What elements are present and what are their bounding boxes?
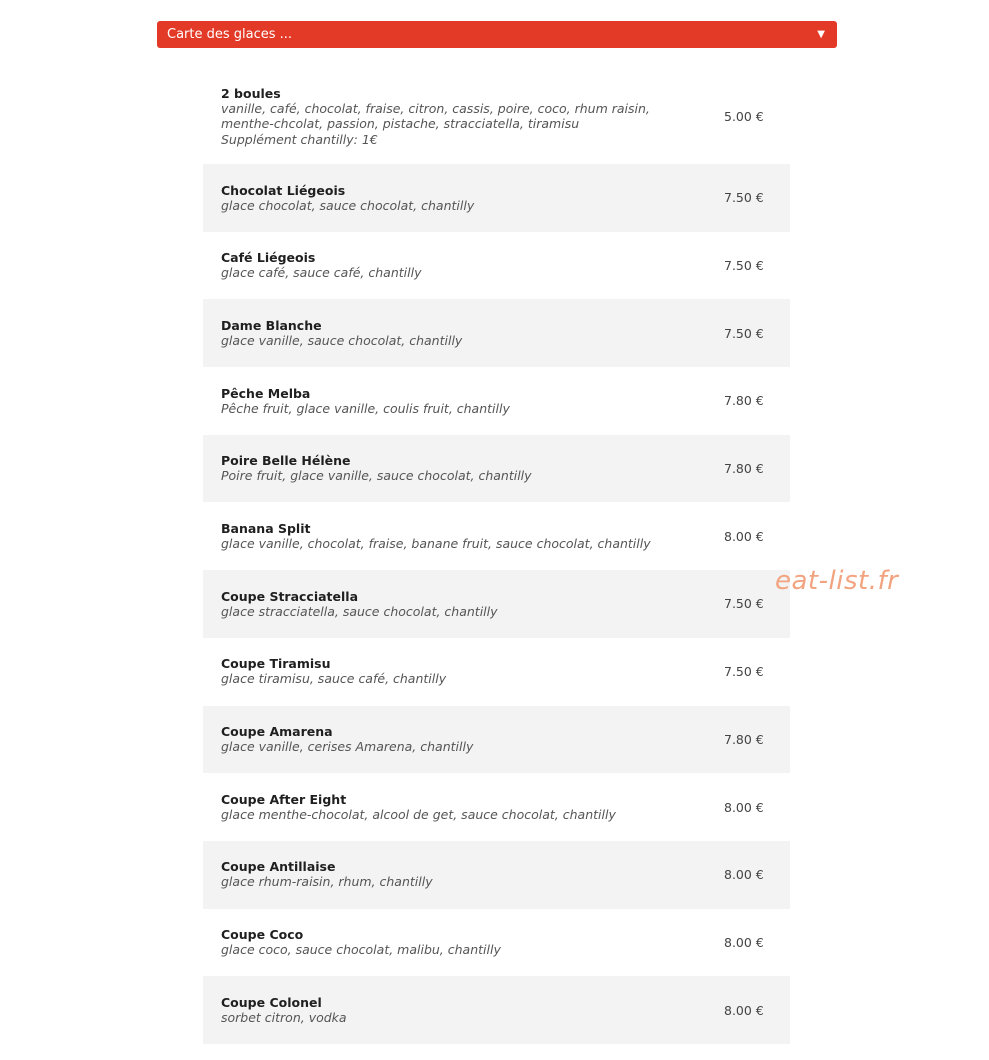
menu-item-description — [221, 401, 681, 417]
menu-item-description-line: Pêche fruit, glace vanille, coulis fruit, chantilly — [221, 400, 510, 416]
menu-item-price: 8.00 € — [724, 867, 764, 883]
menu-item-description — [221, 1010, 681, 1026]
menu-item-price: 7.50 € — [724, 325, 764, 341]
menu-item-description — [221, 198, 681, 214]
menu-item-name: Pêche Melba — [221, 385, 311, 401]
menu-item-description-line: glace chocolat, sauce chocolat, chantilly — [221, 197, 475, 213]
menu-item-price: 7.50 € — [724, 596, 764, 612]
menu-item-text — [221, 859, 681, 890]
chevron-down-icon: ▼ — [817, 29, 825, 40]
menu-item-text — [221, 521, 681, 552]
menu-item-name: Dame Blanche — [221, 317, 322, 333]
menu-item-name: 2 boules — [221, 85, 281, 101]
menu-item-text — [221, 250, 681, 281]
menu-item — [203, 502, 790, 570]
menu-item-text — [221, 792, 681, 823]
menu-item-description — [221, 739, 681, 755]
menu-item-name: Coupe Coco — [221, 927, 304, 943]
menu-item — [203, 367, 790, 435]
menu-item-name: Coupe Tiramisu — [221, 656, 331, 672]
menu-item-description — [221, 468, 681, 484]
menu-item-price: 8.00 € — [724, 934, 764, 950]
menu-item — [203, 976, 790, 1044]
menu-item-description — [221, 333, 681, 349]
menu-item-price: 7.50 € — [724, 664, 764, 680]
watermark: eat-list.fr — [775, 566, 899, 596]
menu-item-price: 8.00 € — [724, 528, 764, 544]
menu-item — [203, 570, 790, 638]
menu-item-name: Banana Split — [221, 521, 311, 537]
menu-item-text — [221, 183, 681, 214]
menu-item-price: 7.50 € — [724, 258, 764, 274]
menu-item-name: Coupe Antillaise — [221, 859, 336, 875]
menu-item-description-line: glace vanille, sauce chocolat, chantilly — [221, 332, 463, 348]
menu-item-description-line: glace menthe-chocolat, alcool de get, sauce chocolat, chantilly — [221, 806, 616, 822]
menu-item-price: 7.80 € — [724, 731, 764, 747]
menu-item-description-line: glace stracciatella, sauce chocolat, chantilly — [221, 603, 498, 619]
menu-item-price: 5.00 € — [724, 109, 764, 124]
menu-item-name: Coupe Stracciatella — [221, 588, 359, 604]
menu-item-description — [221, 604, 681, 620]
menu-item-description-line: glace tiramisu, sauce café, chantilly — [221, 671, 447, 687]
menu-item-text — [221, 589, 681, 620]
menu-item-price: 7.80 € — [724, 461, 764, 477]
menu-item-text — [221, 386, 681, 417]
menu-item-name: Café Liégeois — [221, 250, 316, 266]
menu-item — [203, 706, 790, 774]
menu-item-name: Poire Belle Hélène — [221, 453, 351, 469]
menu-item-description-line: glace coco, sauce chocolat, malibu, chantilly — [221, 942, 501, 958]
menu-item-description-line: glace rhum-raisin, rhum, chantilly — [221, 874, 433, 890]
menu-item-description — [221, 874, 681, 890]
menu-item-description-line: Supplément chantilly: 1€ — [221, 131, 378, 147]
menu-item — [203, 909, 790, 977]
menu-item-text — [221, 927, 681, 958]
menu-item-description-line: glace vanille, chocolat, fraise, banane fruit, sauce chocolat, chantilly — [221, 536, 651, 552]
menu-item-name: Coupe Colonel — [221, 994, 322, 1010]
ice-cream-menu-toggle[interactable] — [157, 21, 837, 48]
menu-list — [203, 67, 790, 1044]
menu-item — [203, 67, 790, 164]
menu-item — [203, 841, 790, 909]
menu-item-name: Coupe After Eight — [221, 791, 347, 807]
menu-item-price: 7.80 € — [724, 393, 764, 409]
menu-item-name: Coupe Amarena — [221, 724, 333, 740]
menu-item-description-line: vanille, café, chocolat, fraise, citron, cassis, poire, coco, rhum raisin, — [221, 100, 650, 116]
menu-item-description-line: glace café, sauce café, chantilly — [221, 265, 422, 281]
menu-item-description-line: menthe-chcolat, passion, pistache, stracciatella, tiramisu — [221, 116, 580, 132]
menu-item-text — [221, 86, 681, 148]
menu-item-description — [221, 101, 681, 148]
menu-item-text — [221, 724, 681, 755]
menu-item-description — [221, 807, 681, 823]
menu-item — [203, 773, 790, 841]
menu-item-description — [221, 942, 681, 958]
menu-item — [203, 164, 790, 232]
menu-item-description-line: sorbet citron, vodka — [221, 1009, 347, 1025]
menu-item-name: Chocolat Liégeois — [221, 182, 346, 198]
accordion-title: Carte des glaces ... — [167, 27, 293, 42]
menu-item-price: 7.50 € — [724, 190, 764, 206]
menu-item-description — [221, 671, 681, 687]
menu-item — [203, 299, 790, 367]
menu-item-description-line: Poire fruit, glace vanille, sauce chocolat, chantilly — [221, 468, 532, 484]
menu-item-text — [221, 995, 681, 1026]
menu-item-text — [221, 656, 681, 687]
menu-item-text — [221, 318, 681, 349]
menu-item-description — [221, 536, 681, 552]
menu-item-text — [221, 453, 681, 484]
menu-item-description — [221, 265, 681, 281]
menu-item-price: 8.00 € — [724, 1002, 764, 1018]
menu-item — [203, 232, 790, 300]
menu-item-price: 8.00 € — [724, 799, 764, 815]
menu-item — [203, 638, 790, 706]
menu-item — [203, 435, 790, 503]
menu-item-description-line: glace vanille, cerises Amarena, chantilly — [221, 739, 474, 755]
